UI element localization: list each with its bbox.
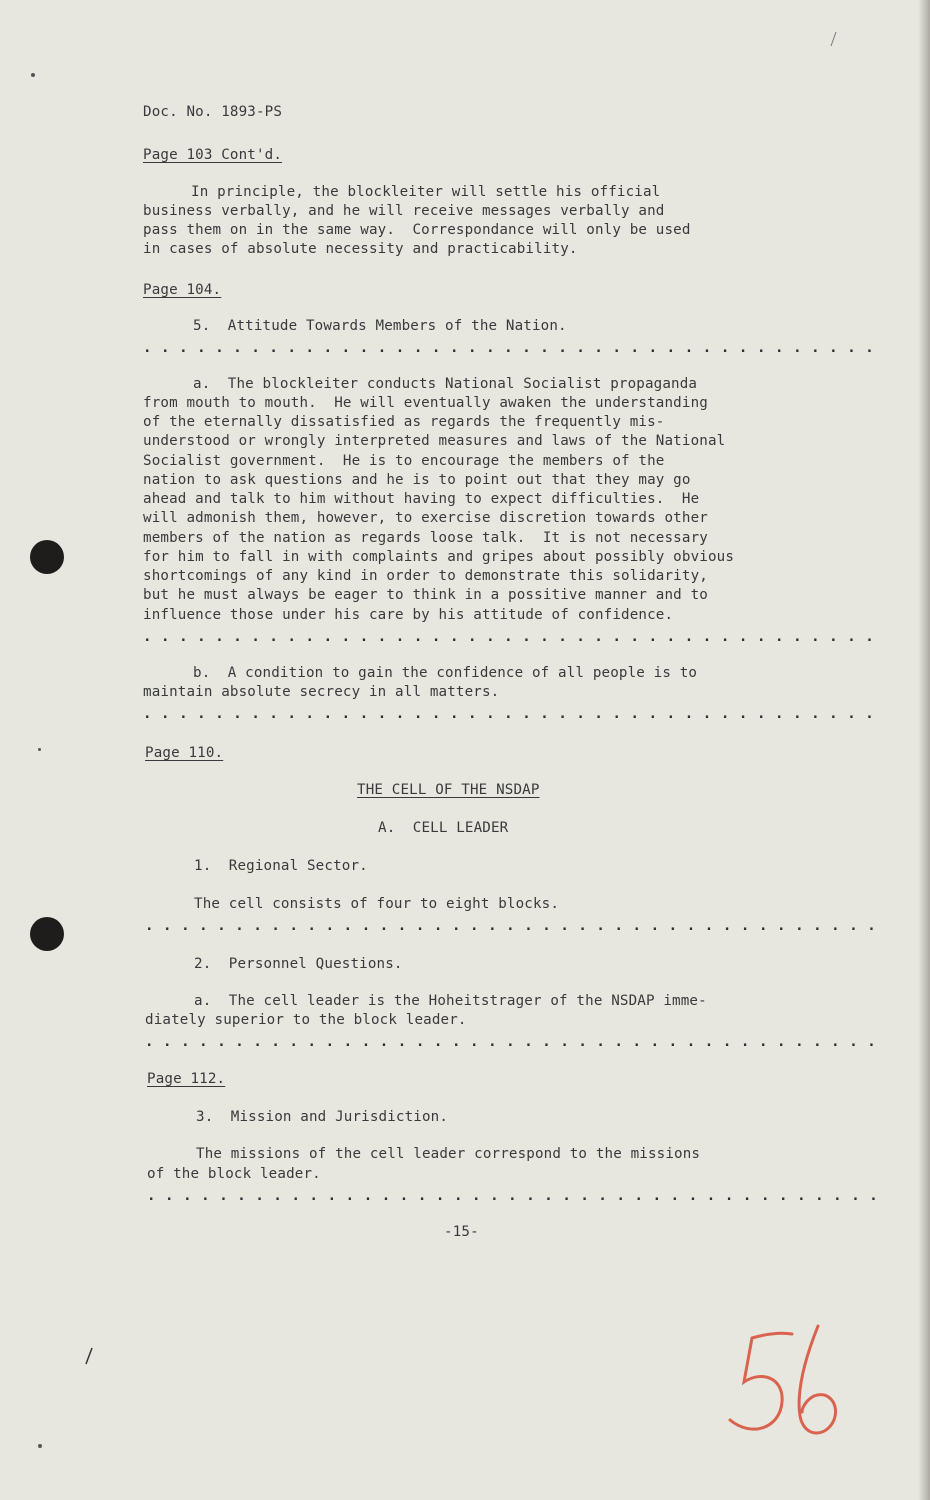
dot-leader: . . . . . . . . . . . . . . . . . . . . . . . . . . . . . . . . . . . . . . . . . xyxy=(145,1034,877,1050)
item-mission-jurisdiction: 3. Mission and Jurisdiction. xyxy=(196,1109,449,1125)
dot-leader: . . . . . . . . . . . . . . . . . . . . . . . . . . . . . . . . . . . . . . . . . xyxy=(143,629,875,645)
dot-leader: . . . . . . . . . . . . . . . . . . . . . . . . . . . . . . . . . . . . . . . . . xyxy=(143,340,875,356)
dot-leader: . . . . . . . . . . . . . . . . . . . . . . . . . . . . . . . . . . . . . . . . . xyxy=(147,1188,879,1204)
text-line: business verbally, and he will receive messages verbally and xyxy=(143,203,665,219)
text-line: pass them on in the same way. Correspondance will only be used xyxy=(143,222,691,238)
regional-sector-text: The cell consists of four to eight blocks. xyxy=(194,896,560,912)
section-heading-page-110: Page 110. xyxy=(145,745,224,761)
paragraph-b-line: b. A condition to gain the confidence of all people is to xyxy=(193,665,698,681)
paragraph-a-line: for him to fall in with complaints and gripes about possibly obvious xyxy=(143,549,735,565)
paragraph-a-line: from mouth to mouth. He will eventually awaken the understanding xyxy=(143,395,708,411)
handwritten-page-number-stamp xyxy=(722,1320,847,1450)
paper-speck xyxy=(38,1444,42,1448)
section-heading-page-103: Page 103 Cont'd. xyxy=(143,147,283,163)
paragraph-a-line: will admonish them, however, to exercise discretion towards other xyxy=(143,510,708,526)
cell-title: THE CELL OF THE NSDAP xyxy=(357,782,540,798)
text-line: In principle, the blockleiter will settle his official xyxy=(191,184,661,200)
paragraph-a-line: a. The blockleiter conducts National Socialist propaganda xyxy=(193,376,698,392)
personnel-text-line: a. The cell leader is the Hoheitstrager of the NSDAP imme- xyxy=(194,993,707,1009)
page-number: -15- xyxy=(444,1224,479,1240)
paragraph-a-line: understood or wrongly interpreted measures and laws of the National xyxy=(143,433,726,449)
paragraph-a-line: ahead and talk to him without having to expect difficulties. He xyxy=(143,491,700,507)
mission-text-line: The missions of the cell leader correspond to the missions xyxy=(196,1146,701,1162)
paragraph-b-line: maintain absolute secrecy in all matters. xyxy=(143,684,500,700)
dot-leader: . . . . . . . . . . . . . . . . . . . . . . . . . . . . . . . . . . . . . . . . . xyxy=(143,706,875,722)
item-title-attitude: 5. Attitude Towards Members of the Nation. xyxy=(193,318,567,334)
punch-hole-bottom xyxy=(30,917,64,951)
doc-number: Doc. No. 1893-PS xyxy=(143,104,283,120)
paragraph-a-line: influence those under his care by his attitude of confidence. xyxy=(143,607,674,623)
section-heading-page-104: Page 104. xyxy=(143,282,222,298)
paragraph-a-line: shortcomings of any kind in order to demonstrate this solidarity, xyxy=(143,568,708,584)
cell-leader-subtitle: A. CELL LEADER xyxy=(378,820,509,836)
pen-mark xyxy=(82,1346,96,1366)
paragraph-a-line: Socialist government. He is to encourage the members of the xyxy=(143,453,665,469)
paragraph-a-line: members of the nation as regards loose talk. It is not necessary xyxy=(143,530,708,546)
personnel-text-line: diately superior to the block leader. xyxy=(145,1012,467,1028)
item-personnel-questions: 2. Personnel Questions. xyxy=(194,956,403,972)
paper-speck xyxy=(31,73,35,77)
page-edge-shadow xyxy=(918,0,930,1500)
section-heading-page-112: Page 112. xyxy=(147,1071,226,1087)
pen-mark xyxy=(828,30,840,48)
dot-leader: . . . . . . . . . . . . . . . . . . . . . . . . . . . . . . . . . . . . . . . . . xyxy=(145,918,877,934)
paragraph-a-line: but he must always be eager to think in a possitive manner and to xyxy=(143,587,708,603)
mission-text-line: of the block leader. xyxy=(147,1166,321,1182)
punch-hole-top xyxy=(30,540,64,574)
paragraph-a-line: nation to ask questions and he is to point out that they may go xyxy=(143,472,691,488)
text-line: in cases of absolute necessity and practicability. xyxy=(143,241,578,257)
item-regional-sector: 1. Regional Sector. xyxy=(194,858,368,874)
paper-speck xyxy=(38,748,41,751)
paragraph-a-line: of the eternally dissatisfied as regards the frequently mis- xyxy=(143,414,665,430)
